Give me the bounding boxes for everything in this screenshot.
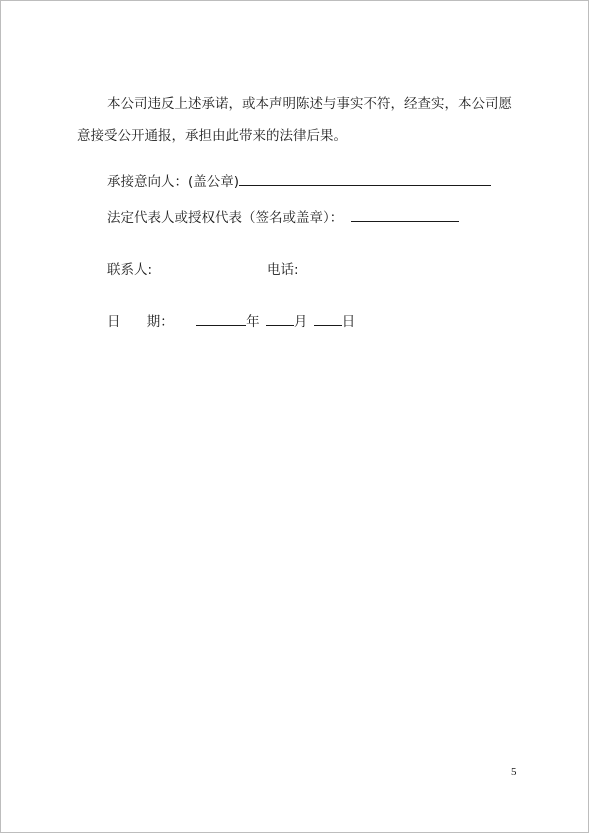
- date-month-unit: 月: [293, 314, 308, 330]
- declaration-line-2: 意接受公开通报，承担由此带来的法律后果。: [77, 128, 347, 144]
- date-day-field[interactable]: [314, 311, 342, 326]
- applicant-seal-row: [107, 171, 491, 190]
- date-year-unit: 年: [246, 314, 260, 330]
- applicant-seal-field[interactable]: [239, 171, 491, 186]
- date-year-field[interactable]: [196, 311, 246, 326]
- date-month-field[interactable]: [266, 311, 294, 326]
- page-number: 5: [511, 766, 517, 778]
- representative-signature-label: 法定代表人或授权代表（签名或盖章）：: [107, 210, 344, 226]
- date-day-unit: 日: [341, 314, 356, 330]
- declaration-line-1: 本公司违反上述承诺，或本声明陈述与事实不符，经查实，本公司愿: [107, 96, 512, 112]
- contact-person-label: 联系人:: [107, 262, 153, 278]
- date-label-day-char: 日: [107, 314, 121, 330]
- phone-label: 电话:: [267, 262, 299, 278]
- representative-signature-row: [107, 207, 459, 226]
- date-row: [107, 311, 355, 330]
- date-label-period-char: 期：: [146, 314, 174, 330]
- representative-signature-field[interactable]: [351, 207, 459, 222]
- applicant-seal-label: 承接意向人：(盖公章): [107, 174, 240, 190]
